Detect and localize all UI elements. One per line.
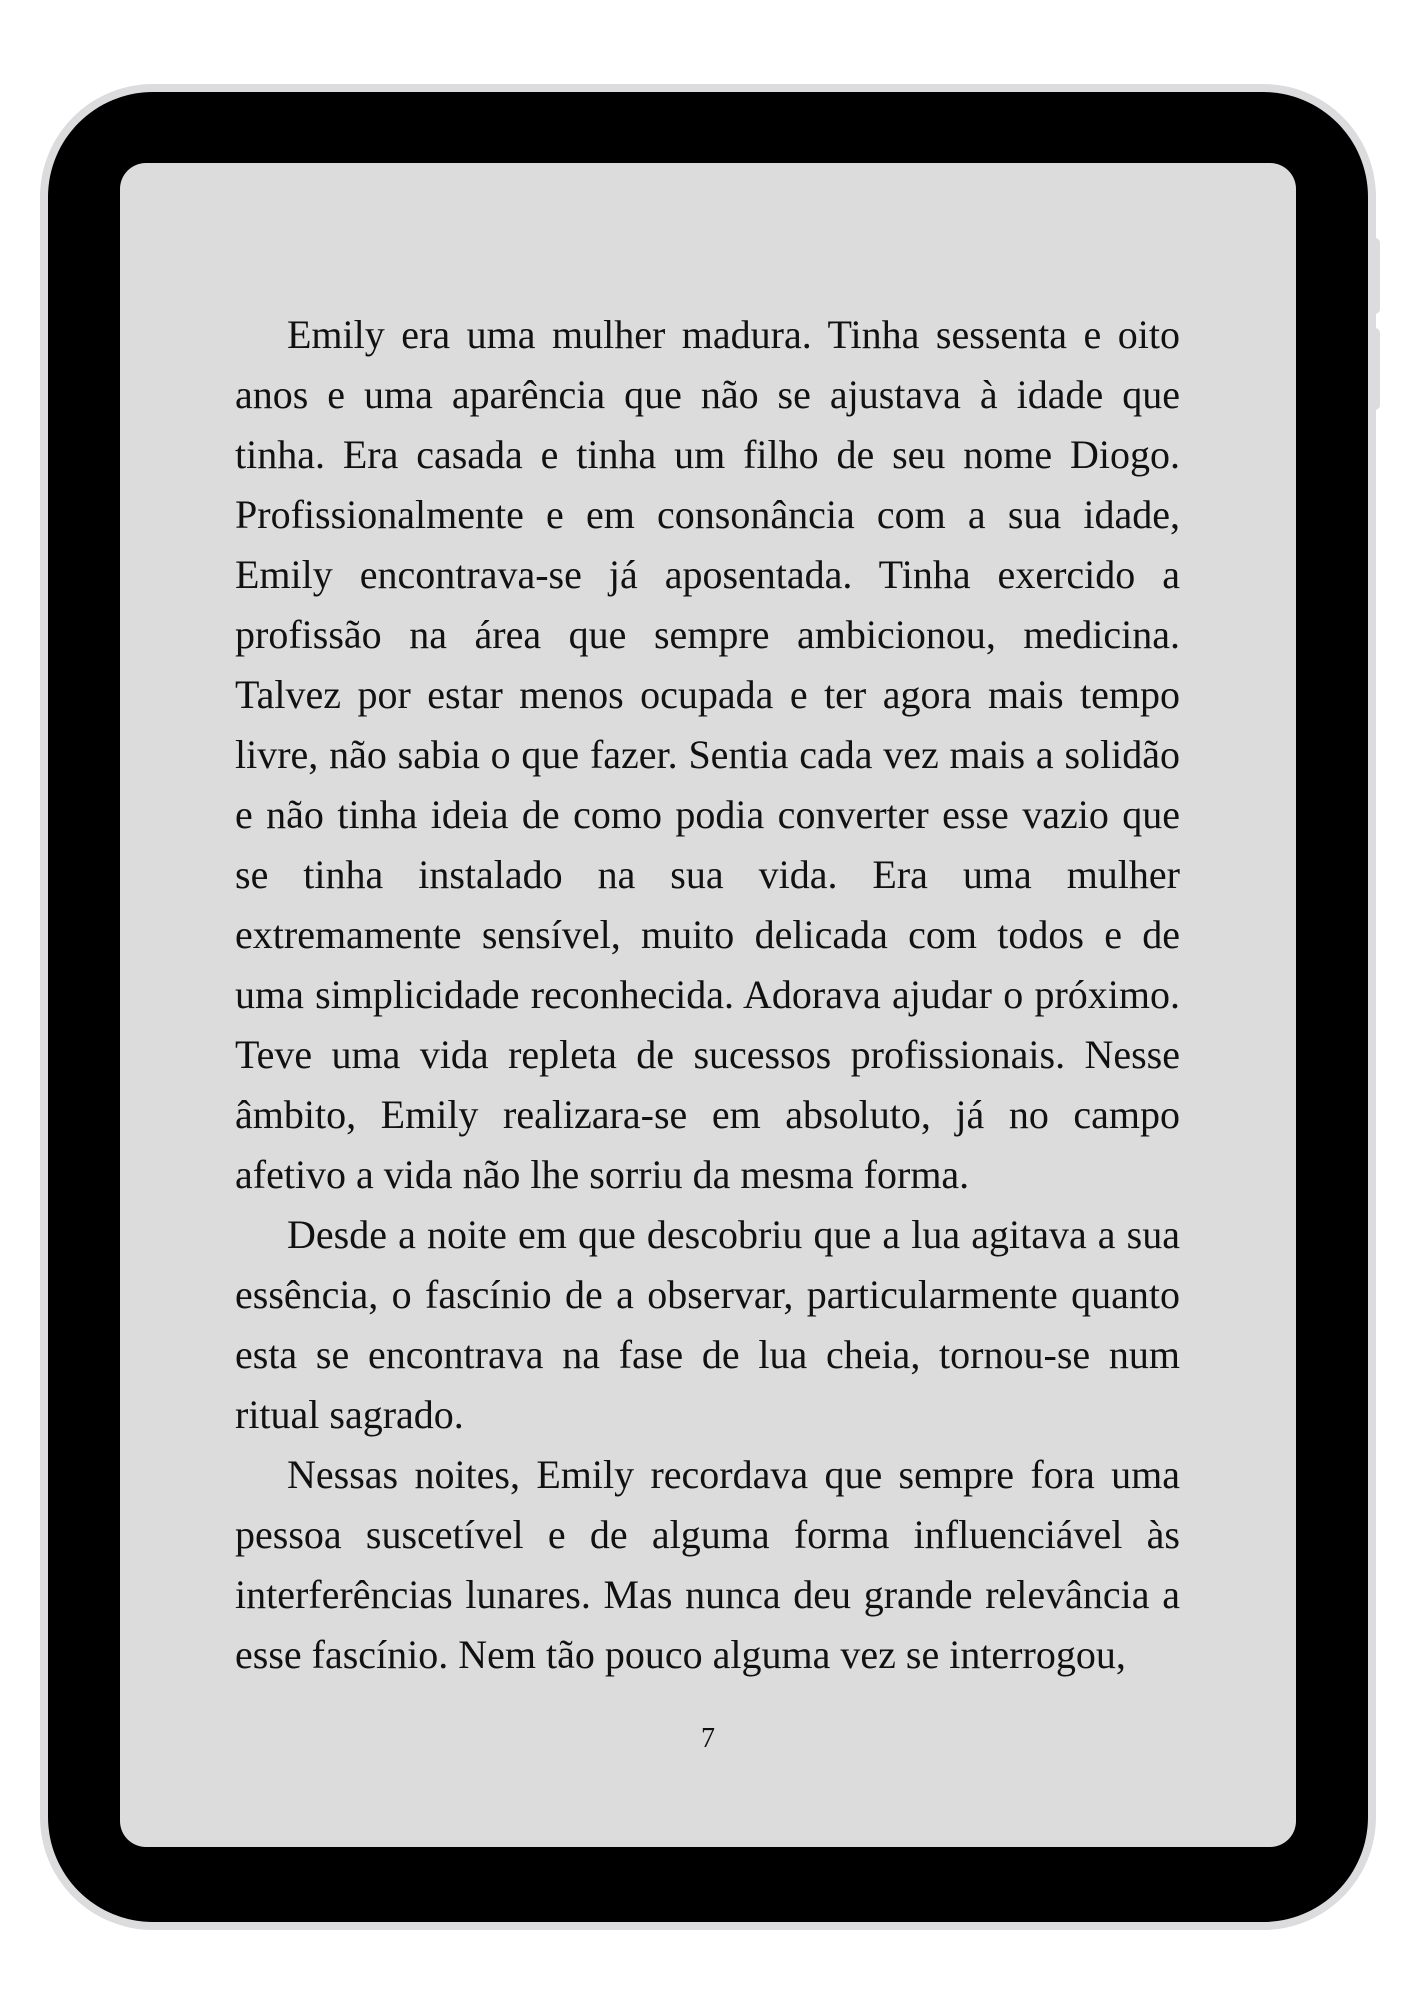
volume-down-button[interactable]: [1368, 328, 1380, 410]
paragraph-2: Desde a noite em que descobriu que a lua agitava a sua essência, o fascínio de a observar, particularmente quanto esta se encontrava na fase de lua cheia, tornou-se num ritual sagrado.: [235, 1212, 1180, 1437]
paragraph-3: Nessas noites, Emily recordava que sempre fora uma pessoa suscetível e de alguma forma influenciável às interferências lunares. Mas nunca deu grande relevância a esse fascínio. Nem tão pouco alguma vez se interrogou,: [235, 1452, 1180, 1677]
paragraph-1: Emily era uma mulher madura. Tinha sessenta e oito anos e uma aparência que não se ajustava à idade que tinha. Era casada e tinha um filho de seu nome Diogo. Profissionalmente e em consonância com a sua idade, Emily encontrava-se já aposentada. Tinha exercido a profissão na área que sempre ambicionou, medicina. Talvez por estar menos ocupada e ter agora mais tempo livre, não sabia o que fazer. Sentia cada vez mais a solidão e não tinha ideia de como podia converter esse vazio que se tinha instalado na sua vida. Era uma mulher extremamente sensível, muito delicada com todos e de uma simplicidade reconhecida. Adorava ajudar o próximo. Teve uma vida repleta de sucessos profissionais. Nesse âmbito, Emily realizara-se em absoluto, já no campo afetivo a vida não lhe sorriu da mesma forma.: [235, 312, 1180, 1197]
page-number: 7: [701, 1723, 715, 1754]
book-text: [235, 305, 1180, 1685]
volume-up-button[interactable]: [1368, 238, 1380, 314]
reader-screen[interactable]: [120, 163, 1296, 1847]
